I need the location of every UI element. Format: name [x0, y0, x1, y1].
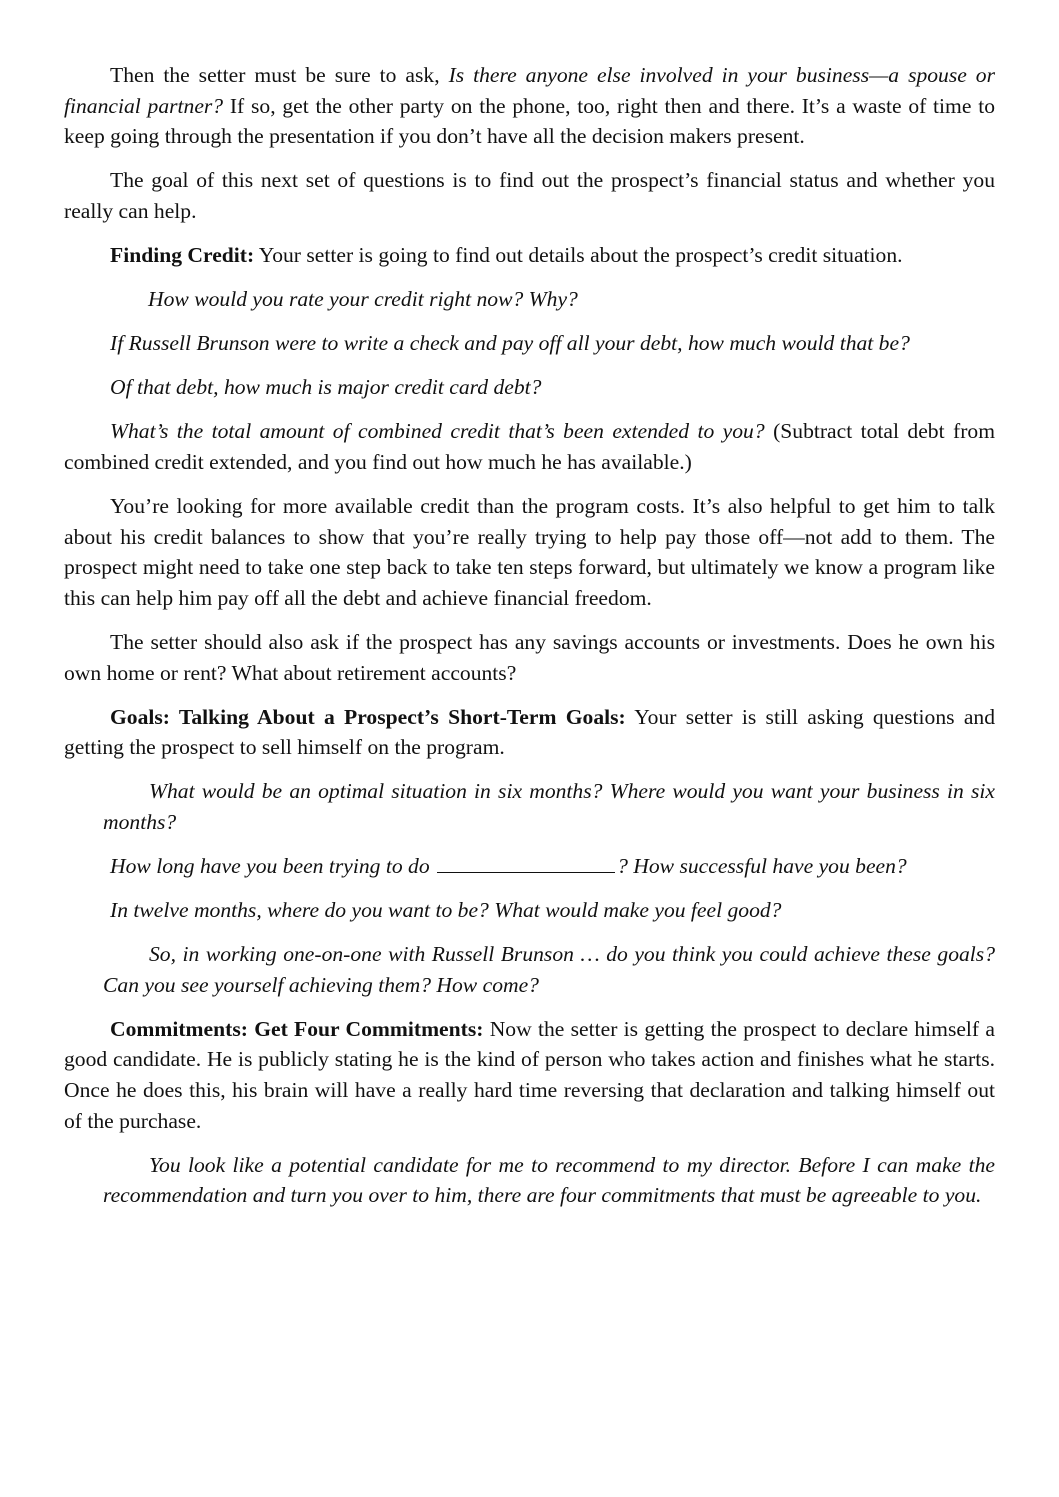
question-potential-candidate: You look like a potential candidate for me to recommend to my director. Before I can make the recommendation and turn you over to him, there are four commitments that must be agreeable to you.	[103, 1152, 995, 1208]
paragraph-commitments	[64, 1014, 995, 1136]
text-run: (Subtract total debt from combined credit extended, and you find out how much he has available.)	[64, 419, 995, 474]
text-run: Your setter is going to find out details about the prospect’s credit situation.	[254, 242, 903, 267]
italic-question: Is there anyone else involved in your business—a spouse or financial partner?	[64, 63, 996, 118]
question-twelve-months: In twelve months, where do you want to be? What would make you feel good?	[110, 898, 782, 923]
text-run: Your setter is still asking questions and getting the prospect to sell himself on the program.	[64, 704, 995, 760]
question-one-on-one: So, in working one-on-one with Russell Brunson … do you think you could achieve these goals? Can you see yourself achieving them? How come?	[103, 942, 995, 997]
question-combined-credit	[64, 416, 995, 477]
italic-question: What’s the total amount of combined credit that’s been extended to you?	[110, 419, 765, 444]
paragraph-decision-makers	[64, 60, 995, 152]
section-heading-goals: Goals: Talking About a Prospect’s Short-Term Goals:	[110, 704, 626, 729]
paragraph-savings: The setter should also ask if the prospect has any savings accounts or investments. Does he own his own home or rent? What about retirement accounts?	[64, 629, 995, 685]
question-rate-credit: How would you rate your credit right now? Why?	[148, 287, 578, 312]
text-run: How long have you been trying to do	[110, 853, 430, 878]
section-heading-commitments: Commitments: Get Four Commitments:	[110, 1016, 484, 1041]
fill-in-blank	[437, 853, 615, 873]
question-six-months: What would be an optimal situation in six months? Where would you want your business in six months?	[103, 779, 995, 834]
text-run: Then the setter must be sure to ask,	[110, 63, 449, 87]
question-how-long	[64, 851, 995, 882]
book-page	[64, 60, 995, 1224]
paragraph-financial-status: The goal of this next set of questions is to find out the prospect’s financial status and whether you really can help.	[64, 168, 995, 223]
paragraph-goals	[64, 702, 995, 763]
section-heading-finding-credit: Finding Credit:	[110, 242, 255, 267]
text-run: Now the setter is getting the prospect to declare himself a good candidate. He is publicly stating he is the kind of person who takes action and finishes what he starts. Once he does this, his brain will have a really hard time reversing that declaration and talking himself out of the purchase.	[64, 1016, 995, 1133]
paragraph-available-credit: You’re looking for more available credit than the program costs. It’s also helpful to get him to talk about his credit balances to show that you’re really trying to help pay those off—not add to them. The prospect might need to take one step back to take ten steps forward, but ultimately we know a program like this can help him pay off all the debt and achieve financial freedom.	[64, 494, 995, 610]
paragraph-finding-credit	[64, 240, 995, 271]
question-credit-card-debt: Of that debt, how much is major credit card debt?	[110, 375, 542, 400]
question-pay-off-debt: If Russell Brunson were to write a check and pay off all your debt, how much would that be?	[110, 331, 910, 356]
text-run: ? How successful have you been?	[617, 853, 907, 878]
text-run: If so, get the other party on the phone, too, right then and there. It’s a waste of time to keep going through the presentation if you don’t have all the decision makers present.	[64, 93, 995, 149]
